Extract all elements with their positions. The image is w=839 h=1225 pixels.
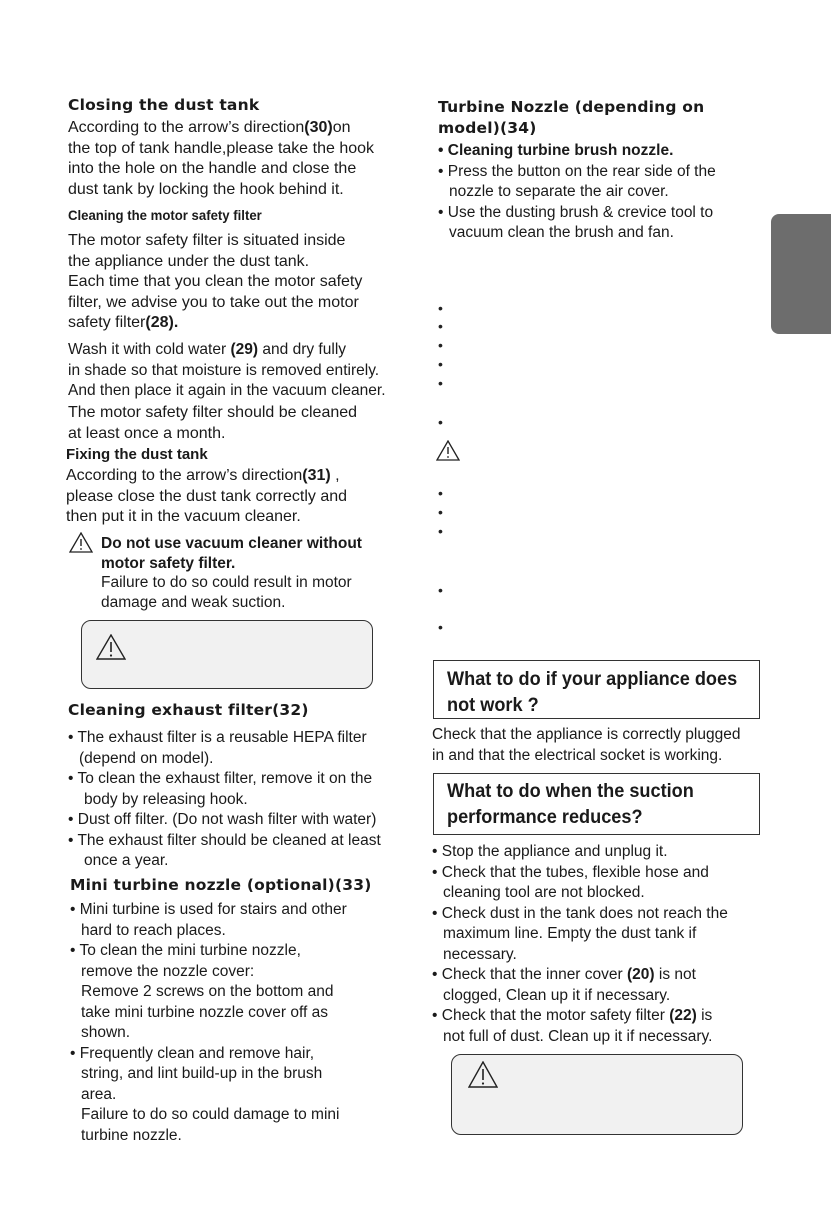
list-item: • To clean the mini turbine nozzle, remove the nozzle cover: Remove 2 screws on the bottom and take mini turbine nozzle cover off as shown.	[70, 942, 334, 1041]
list-item: • Check that the tubes, flexible hose and cleaning tool are not blocked.	[432, 863, 709, 901]
turbine-nozzle-list	[438, 141, 716, 244]
section-title-fixing-dust-tank: Fixing the dust tank	[66, 446, 208, 463]
heading-box-not-work	[433, 660, 760, 719]
heading-not-work: What to do if your appliance does not work ?	[447, 668, 738, 716]
note-box-left	[81, 620, 373, 689]
list-item: • Dust off filter. (Do not wash filter with water)	[68, 811, 377, 828]
section-title-motor-safety-filter: Cleaning the motor safety filter	[68, 207, 262, 223]
bullet-marker: •	[438, 414, 443, 430]
motor-filter-warning: Do not use vacuum cleaner without motor safety filter. Failure to do so could result in motor damage and weak suction.	[101, 535, 362, 611]
note-box-right	[451, 1054, 743, 1135]
heading-suction: What to do when the suction performance reduces?	[447, 780, 694, 828]
closing-dust-tank-text: According to the arrow’s direction(30)on the top of tank handle,please take the hook into the hole on the handle and close the dust tank by locking the hook behind it.	[68, 119, 375, 198]
heading-box-suction	[433, 773, 760, 835]
warning-triangle-icon	[96, 634, 126, 665]
motor-filter-paragraph-1: The motor safety filter is situated inside the appliance under the dust tank. Each time that you clean the motor safety filter, we advise you to take out the motor safety filter(28).	[68, 232, 363, 331]
motor-filter-paragraph-3: The motor safety filter should be cleaned at least once a month.	[68, 404, 358, 442]
section-title-exhaust-filter: Cleaning exhaust filter(32)	[68, 701, 309, 719]
warning-triangle-icon	[436, 440, 460, 466]
mini-turbine-list	[70, 900, 347, 1146]
list-item: • Check that the inner cover (20) is not clogged, Clean up it if necessary.	[432, 966, 696, 1004]
section-title-turbine-nozzle: Turbine Nozzle (depending on model)(34)	[438, 98, 705, 137]
bullet-marker: •	[438, 337, 443, 353]
chapter-side-tab	[771, 214, 831, 334]
section-title-mini-turbine: Mini turbine nozzle (optional)(33)	[70, 876, 372, 894]
bullet-marker: •	[438, 375, 443, 391]
bullet-marker: •	[438, 300, 443, 316]
bullet-marker: •	[438, 318, 443, 334]
warning-triangle-icon	[468, 1061, 498, 1093]
exhaust-filter-list	[68, 728, 381, 872]
suction-list	[432, 842, 728, 1047]
list-item: • To clean the exhaust filter, remove it on the body by releasing hook.	[68, 770, 373, 808]
list-item: • The exhaust filter should be cleaned at least once a year.	[68, 831, 381, 869]
bullet-marker: •	[438, 356, 443, 372]
list-item: • Check dust in the tank does not reach the maximum line. Empty the dust tank if necessary.	[432, 904, 728, 963]
bullet-marker: •	[438, 582, 443, 598]
bullet-marker: •	[438, 485, 443, 501]
not-work-text: Check that the appliance is correctly plugged in and that the electrical socket is working.	[432, 726, 741, 764]
motor-filter-paragraph-2: Wash it with cold water (29) and dry fully in shade so that moisture is removed entirely. And then place it again in the vacuum cleaner.	[68, 341, 386, 399]
list-item: • Cleaning turbine brush nozzle.	[438, 142, 674, 159]
list-item: • Check that the motor safety filter (22) is not full of dust. Clean up it if necessary.	[432, 1007, 713, 1045]
fixing-dust-tank-text: According to the arrow’s direction(31) , please close the dust tank correctly and then put it in the vacuum cleaner.	[66, 467, 348, 525]
list-item: • Press the button on the rear side of the nozzle to separate the air cover.	[438, 162, 716, 200]
section-title-closing-dust-tank: Closing the dust tank	[68, 96, 260, 114]
list-item: • Mini turbine is used for stairs and other hard to reach places.	[70, 901, 347, 939]
bullet-marker: •	[438, 504, 443, 520]
list-item: • The exhaust filter is a reusable HEPA filter (depend on model).	[68, 729, 367, 767]
bullet-marker: •	[438, 619, 443, 635]
list-item: • Frequently clean and remove hair, string, and lint build-up in the brush area. Failure to do so could damage to mini turbine nozzle.	[70, 1044, 340, 1144]
bullet-marker: •	[438, 523, 443, 539]
list-item: • Use the dusting brush & crevice tool to vacuum clean the brush and fan.	[438, 203, 714, 241]
list-item: • Stop the appliance and unplug it.	[432, 843, 668, 860]
warning-triangle-icon	[69, 532, 93, 558]
